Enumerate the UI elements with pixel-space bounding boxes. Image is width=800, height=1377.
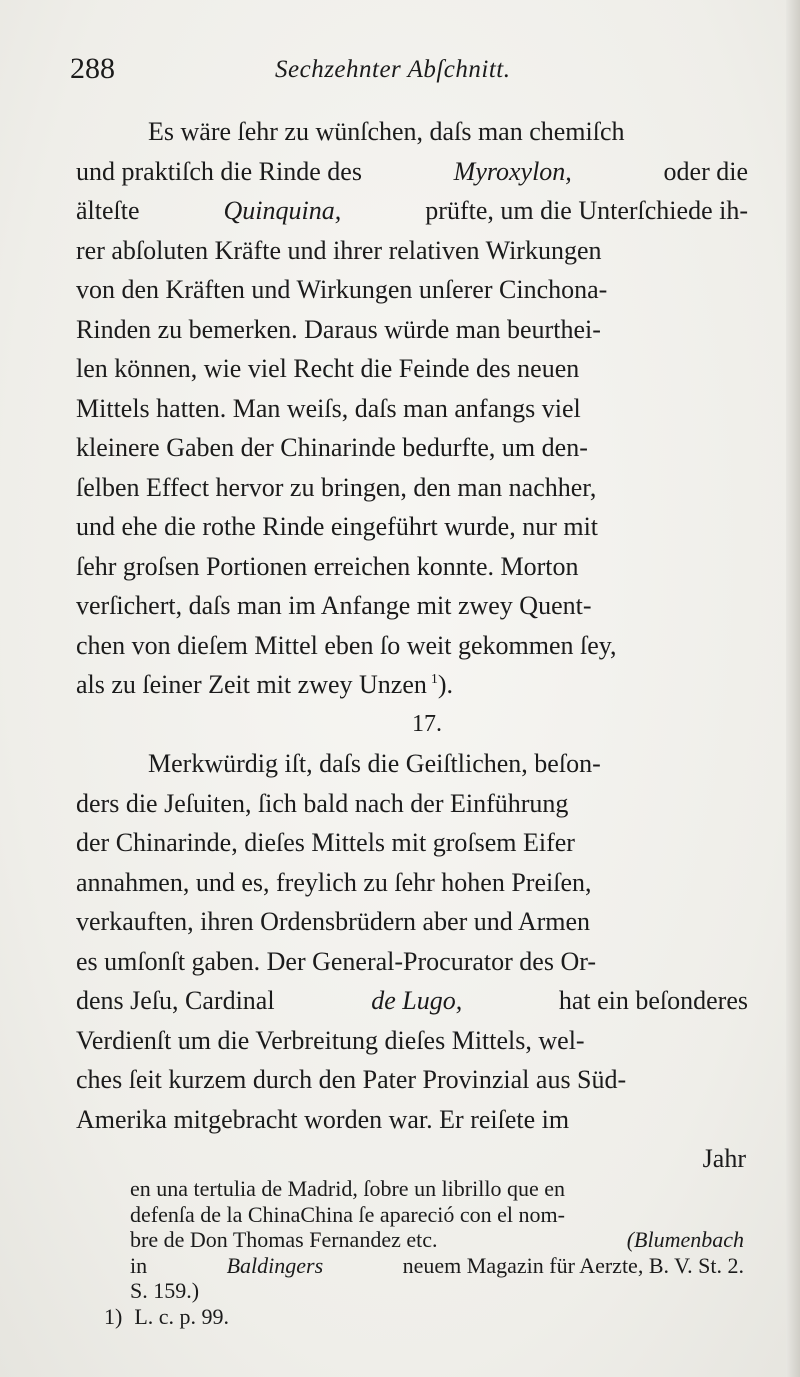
text-line xyxy=(76,1060,748,1100)
text-span: Merkwürdig iſt, daſs die Geiſtlichen, beſon- xyxy=(148,749,601,778)
text-line xyxy=(76,744,748,784)
page-header xyxy=(70,52,750,92)
text-span: annahmen, und es, freylich zu ſehr hohen Preiſen, xyxy=(76,867,592,897)
catchword: Jahr xyxy=(702,1144,746,1173)
text-line xyxy=(76,1100,748,1140)
text-line xyxy=(76,784,748,824)
footnote-1 xyxy=(104,1304,744,1330)
text-span: ſehr groſsen Portionen erreichen konnte. Morton xyxy=(76,551,579,581)
text-span: verkauften, ihren Ordensbrüdern aber und Armen xyxy=(76,907,591,936)
text-span: ſelben Effect hervor zu bringen, den man nachher, xyxy=(76,472,597,502)
text-line xyxy=(76,270,748,310)
footnote-line xyxy=(104,1227,744,1253)
text-span: und praktiſch die Rinde des xyxy=(76,156,362,186)
text-line xyxy=(76,152,748,192)
text-span: oder die xyxy=(663,156,748,186)
text-span: en una tertulia de Madrid, ſobre un librillo que en xyxy=(130,1176,565,1201)
text-line xyxy=(76,310,748,350)
italic-term: Baldingers xyxy=(226,1252,324,1278)
footnote-line xyxy=(104,1278,744,1304)
footnote-text: L. c. p. 99. xyxy=(134,1303,230,1329)
text-span: es umſonſt gaben. Der General-Procurator des Or- xyxy=(76,946,597,976)
text-span: in xyxy=(130,1252,148,1278)
text-line xyxy=(76,1021,748,1061)
text-span: rer abſoluten Kräfte und ihrer relativen Wirkungen xyxy=(76,235,602,265)
footnote-marker: 1) xyxy=(104,1303,123,1329)
text-line xyxy=(76,428,748,468)
text-span: verſichert, daſs man im Anfange mit zwey Quent- xyxy=(76,591,592,620)
text-line xyxy=(76,468,748,508)
text-span: S. 159.) xyxy=(130,1278,200,1303)
text-line xyxy=(76,942,748,982)
text-span: ders die Jeſuiten, ſich bald nach der Einführung xyxy=(76,788,569,818)
footnote-line xyxy=(104,1202,744,1228)
text-line xyxy=(76,507,748,547)
page-edge-shadow xyxy=(786,0,800,1377)
italic-term: de Lugo, xyxy=(371,986,463,1015)
page-number: 288 xyxy=(70,52,115,85)
text-line xyxy=(76,626,748,666)
text-span: Es wäre ſehr zu wünſchen, daſs man chemiſch xyxy=(148,117,625,146)
text-span: bre de Don Thomas Fernandez etc. xyxy=(130,1227,438,1252)
text-span: ). xyxy=(437,670,454,699)
text-span: kleinere Gaben der Chinarinde bedurfte, um den- xyxy=(76,433,588,462)
text-span: ches ſeit kurzem durch den Pater Provinzial aus Süd- xyxy=(76,1065,627,1094)
text-span: Verdienſt um die Verbreitung dieſes Mittels, wel- xyxy=(76,1025,585,1055)
text-line xyxy=(76,981,748,1021)
text-span: Amerika mitgebracht worden war. Er reiſete im xyxy=(76,1104,570,1134)
footnote-line xyxy=(104,1176,744,1202)
text-span: len können, wie viel Recht die Feinde des neuen xyxy=(76,354,580,383)
text-line xyxy=(76,112,748,152)
text-span: älteſte xyxy=(76,196,140,225)
text-line xyxy=(76,191,748,231)
text-line xyxy=(76,231,748,271)
text-line xyxy=(76,665,748,705)
text-line xyxy=(76,586,748,626)
text-line xyxy=(76,902,748,942)
text-line xyxy=(76,547,748,587)
text-span: Rinden zu bemerken. Daraus würde man beurthei- xyxy=(76,314,601,344)
text-span: defenſa de la ChinaChina ſe apareció con el nom- xyxy=(130,1201,565,1227)
text-span: der Chinarinde, dieſes Mittels mit groſsem Eifer xyxy=(76,828,575,857)
footnote-ref: 1 xyxy=(430,672,438,687)
footnote-line xyxy=(104,1253,744,1279)
main-text xyxy=(76,112,748,1179)
text-span: und ehe die rothe Rinde eingeführt wurde, nur mit xyxy=(76,512,599,541)
text-span: hat ein beſonderes xyxy=(558,986,748,1015)
text-span: dens Jeſu, Cardinal xyxy=(76,986,275,1015)
text-line xyxy=(76,389,748,429)
text-span: Mittels hatten. Man weiſs, daſs man anfangs viel xyxy=(76,393,581,423)
text-span: als zu ſeiner Zeit mit zwey Unzen xyxy=(76,670,427,699)
text-line xyxy=(76,863,748,903)
text-span: chen von dieſem Mittel eben ſo weit gekommen ſey, xyxy=(76,630,617,660)
italic-term: Myroxylon, xyxy=(453,156,572,186)
text-line xyxy=(76,349,748,389)
italic-term: Quinquina, xyxy=(223,196,342,225)
text-span: neuem Magazin für Aerzte, B. V. St. 2. xyxy=(402,1252,744,1278)
section-number: 17. xyxy=(412,710,442,737)
footnotes xyxy=(104,1176,744,1329)
text-span: prüfte, um die Unterſchiede ih- xyxy=(425,196,748,225)
running-head: Sechzehnter Abſchnitt. xyxy=(275,56,511,83)
italic-term: (Blumenbach xyxy=(626,1227,744,1252)
text-line xyxy=(76,823,748,863)
text-span: von den Kräften und Wirkungen unſerer Cinchona- xyxy=(76,275,608,304)
